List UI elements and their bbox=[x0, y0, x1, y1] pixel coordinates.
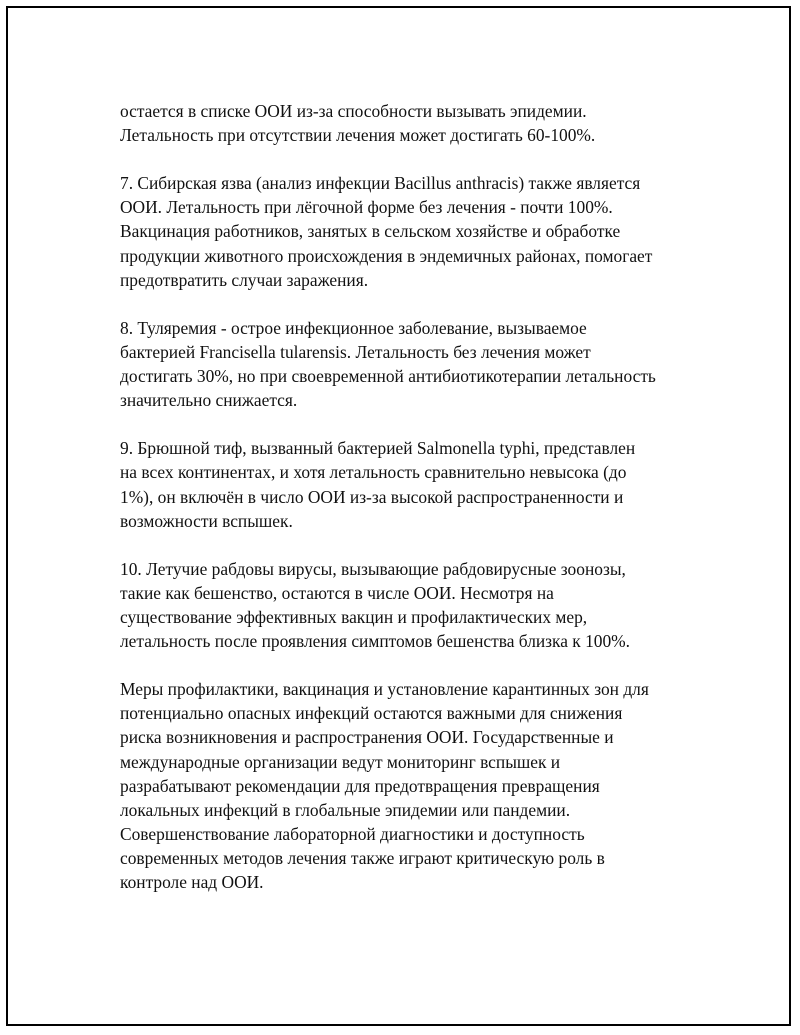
text-line: контроле над ООИ. bbox=[120, 872, 264, 892]
text-line: значительно снижается. bbox=[120, 390, 298, 411]
text-line: остается в списке ООИ из-за способности вызывать эпидемии. bbox=[120, 101, 587, 121]
text-line: бактерией Francisella tularensis. Летальность без лечения может bbox=[120, 341, 591, 362]
text-line: риска возникновения и распространения ООИ. Государственные и bbox=[120, 727, 614, 748]
text-line: ООИ. Летальность при лёгочной форме без лечения - почти 100%. bbox=[120, 197, 613, 218]
text-line: на всех континентах, и хотя летальность сравнительно невысока (до bbox=[120, 462, 627, 483]
text-line: возможности вспышек. bbox=[120, 510, 293, 531]
document-page bbox=[6, 6, 791, 1026]
text-line: летальность после проявления симптомов бешенства близка к 100%. bbox=[120, 631, 631, 652]
text-line: 1%), он включён в число ООИ из-за высокой распространенности и bbox=[120, 486, 624, 507]
text-line: предотвратить случаи заражения. bbox=[120, 269, 369, 290]
text-line: Совершенствование лабораторной диагностики и доступность bbox=[120, 823, 585, 844]
text-line: такие как бешенство, остаются в числе ООИ. Несмотря на bbox=[120, 582, 554, 603]
text-line: 9. Брюшной тиф, вызванный бактерией Salmonella typhi, представлен bbox=[120, 438, 636, 459]
text-line: продукции животного происхождения в эндемичных районах, помогает bbox=[120, 245, 653, 266]
paragraph-prevention bbox=[120, 677, 700, 894]
paragraph-typhoid bbox=[120, 436, 700, 532]
text-line: существование эффективных вакцин и профилактических мер, bbox=[120, 606, 588, 627]
text-line: современных методов лечения также играют критическую роль в bbox=[120, 847, 605, 868]
text-line: 10. Летучие рабдовы вирусы, вызывающие рабдовирусные зоонозы, bbox=[120, 558, 626, 579]
text-line: разрабатывают рекомендации для предотвращения превращения bbox=[120, 775, 600, 796]
paragraph-epidemics bbox=[120, 99, 700, 147]
text-line: Вакцинация работников, занятых в сельском хозяйстве и обработке bbox=[120, 221, 621, 242]
text-line: потенциально опасных инфекций остаются важными для снижения bbox=[120, 703, 623, 724]
paragraph-anthrax bbox=[120, 171, 700, 291]
text-line: 8. Туляремия - острое инфекционное заболевание, вызываемое bbox=[120, 317, 587, 338]
paragraph-rabies bbox=[120, 557, 700, 653]
paragraph-tularemia bbox=[120, 316, 700, 412]
text-line: Летальность при отсутствии лечения может достигать 60-100%. bbox=[120, 125, 596, 146]
text-line: 7. Сибирская язва (анализ инфекции Bacillus anthracis) также является bbox=[120, 173, 641, 194]
text-line: достигать 30%, но при своевременной антибиотикотерапии летальность bbox=[120, 366, 656, 387]
document-body bbox=[120, 99, 700, 918]
text-line: локальных инфекций в глобальные эпидемии или пандемии. bbox=[120, 799, 571, 820]
text-line: Меры профилактики, вакцинация и установление карантинных зон для bbox=[120, 679, 649, 700]
text-line: международные организации ведут мониторинг вспышек и bbox=[120, 751, 561, 772]
